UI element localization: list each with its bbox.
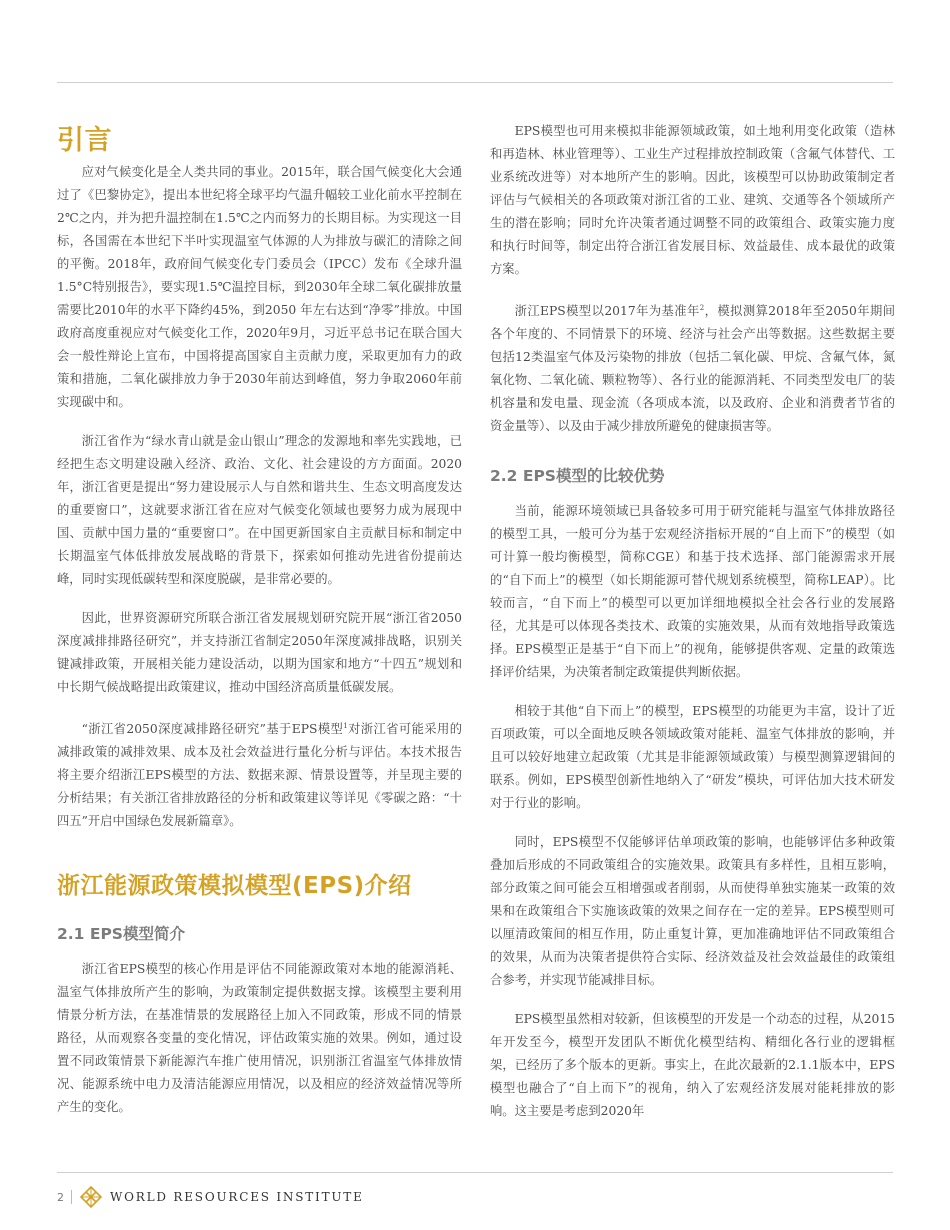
right-column (490, 120, 895, 1139)
intro-title: 引言 (57, 125, 112, 156)
bottom-rule (57, 1172, 893, 1173)
left-column (57, 118, 462, 1135)
text-segment: “浙江省2050深度减排路径研究”基于EPS模型 (81, 722, 344, 737)
text-segment: ，模拟测算2018年至2050年期间各个年度的、不同情景下的环境、经济与社会产出等数据。这些数据主要包括12类温室气体及污染物的排放（包括二氧化碳、甲烷、含氟气体，氮氧化物、二氧化硫、颗粒物等）、各行业的能源消耗、不同类型发电厂的装机容量和发电量、现金流（各项成本流，以及政府、企业和消费者节省的资金量等）、以及由于减少排放所避免的健康损害等。 (490, 304, 895, 434)
subsection-title-2-1: 2.1 EPS模型简介 (57, 925, 185, 944)
wri-lattice-logo-icon (80, 1186, 102, 1208)
section-title: 浙江能源政策模拟模型(EPS)介绍 (57, 873, 412, 900)
subsection-paragraph: 相较于其他“自下而上”的模型，EPS模型的功能更为丰富，设计了近百项政策，可以全面地反映各领域政策对能耗、温室气体排放的影响，并且可以较好地建立起政策（尤其是非能源领域政策）与模型测算逻辑间的联系。例如，EPS模型创新性地纳入了“研发”模块，可评估加大技术研发对于行业的影响。 (490, 704, 895, 811)
top-rule (57, 82, 893, 83)
organization-name: WORLD RESOURCES INSTITUTE (110, 1190, 364, 1204)
intro-paragraph-footnoted (57, 715, 462, 833)
page-footer (57, 1186, 364, 1208)
body-paragraph: EPS模型也可用来模拟非能源领域政策，如土地利用变化政策（造林和再造林、林业管理等）、工业生产过程排放控制政策（含氟气体替代、工业系统改进等）对本地所产生的影响。因此，该模型可以协助政策制定者评估与气候相关的各项政策对浙江省的工业、建筑、交通等各个领域所产生的潜在影响；同时允许决策者通过调整不同的政策组合、政策实施力度和执行时间等，制定出符合浙江省发展目标、效益最佳、成本最优的政策方案。 (490, 124, 895, 276)
footer-divider (71, 1190, 72, 1204)
subsection-paragraph: 当前，能源环境领域已具备较多可用于研究能耗与温室气体排放路径的模型工具，一般可分为基于宏观经济指标开展的“自上而下”的模型（如可计算一般均衡模型，简称CGE）和基于技术选择、部门能源需求开展的“自下而上”的模型（如长期能源可替代规划系统模型，简称LEAP）。比较而言，“自下而上”的模型可以更加详细地模拟全社会各行业的发展路径，尤其是可以体现各类技术、政策的实施效果，从而有效地指导政策选择。EPS模型正是基于“自下而上”的视角，能够提供客观、定量的政策选择评价结果，为决策者制定政策提供判断依据。 (490, 504, 895, 680)
subsection-paragraph: 浙江省EPS模型的核心作用是评估不同能源政策对本地的能源消耗、温室气体排放所产生的影响，为政策制定提供数据支撑。该模型主要利用情景分析方法，在基准情景的发展路径上加入不同政策，形成不同的情景路径，从而观察各变量的变化情况，评估政策实施的效果。例如，通过设置不同政策情景下新能源汽车推广使用情况，识别浙江省温室气体排放情况、能源系统中电力及清洁能源应用情况，以及相应的经济效益情况等所产生的变化。 (57, 962, 462, 1115)
subsection-title-2-2: 2.2 EPS模型的比较优势 (490, 467, 665, 486)
footnote-mark[interactable]: 1 (343, 722, 348, 730)
intro-paragraph: 应对气候变化是全人类共同的事业。2015年，联合国气候变化大会通过了《巴黎协定》，提出本世纪将全球平均气温升幅较工业化前水平控制在2℃之内，并为把升温控制在1.5℃之内而努力的长期目标。为实现这一目标，各国需在本世纪下半叶实现温室气体源的人为排放与碳汇的清除之间的平衡。2018年，政府间气候变化专门委员会（IPCC）发布《全球升温1.5°C特别报告》，要实现1.5℃温控目标，到2030年全球二氧化碳排放量需要比2010年的水平下降约45%，到2050 年左右达到“净零”排放。中国政府高度重视应对气候变化工作，2020年9月，习近平总书记在联合国大会一般性辩论上宣布，中国将提高国家自主贡献力度，采取更加有力的政策和措施，二氧化碳排放力争于2030年前达到峰值，努力争取2060年前实现碳中和。 (57, 165, 462, 409)
intro-paragraph: 浙江省作为“绿水青山就是金山银山”理念的发源地和率先实践地，已经把生态文明建设融入经济、政治、文化、社会建设的方方面面。2020年，浙江省更是提出“努力建设展示人与自然和谐共生、生态文明高度发达的重要窗口”，这就要求浙江省在应对气候变化领域也要努力成为展现中国、贡献中国力量的“重要窗口”。在中国更新国家自主贡献目标和制定中长期温室气体低排放发展战略的背景下，探索如何推动先进省份提前达峰，同时实现低碳转型和深度脱碳，是非常必要的。 (57, 434, 462, 586)
subsection-paragraph: EPS模型虽然相对较新，但该模型的开发是一个动态的过程，从2015年开发至今，模型开发团队不断优化模型结构、精细化各行业的逻辑框架，已经历了多个版本的更新。事实上，在此次最新的2.1.1版本中，EPS模型也融合了“自上而下”的视角，纳入了宏观经济发展对能耗排放的影响。这主要是考虑到2020年 (490, 1012, 895, 1119)
footnote-mark[interactable]: 2 (699, 304, 705, 312)
intro-paragraph: 因此，世界资源研究所联合浙江省发展规划研究院开展“浙江省2050深度减排排路径研究”，并支持浙江省制定2050年深度减排战略，识别关键减排政策，开展相关能力建设活动，以期为国家和地方“十四五”规划和中长期气候战略提出政策建议，推动中国经济高质量低碳发展。 (57, 611, 462, 694)
body-paragraph-footnoted (490, 297, 895, 438)
text-segment: 浙江EPS模型以2017年为基准年 (514, 304, 700, 319)
text-segment: 对浙江省可能采用的减排政策的减排效果、成本及社会效益进行量化分析与评估。本技术报告将主要介绍浙江EPS模型的方法、数据来源、情景设置等，并呈现主要的分析结果；有关浙江省排放路径的分析和政策建议等详见《零碳之路：“十四五”开启中国绿色发展新篇章》。 (57, 722, 462, 829)
page-number: 2 (57, 1190, 64, 1204)
subsection-paragraph: 同时，EPS模型不仅能够评估单项政策的影响，也能够评估多种政策叠加后形成的不同政策组合的实施效果。政策具有多样性，且相互影响，部分政策之间可能会互相增强或者削弱，从而使得单独实施某一政策的效果和在政策组合下实施该政策的效果之间存在一定的差异。EPS模型则可以厘清政策间的相互作用，防止重复计算，更加准确地评估不同政策组合的效果，从而为决策者提供符合实际、经济效益及社会效益最佳的政策组合参考，并实现节能减排目标。 (490, 835, 895, 988)
